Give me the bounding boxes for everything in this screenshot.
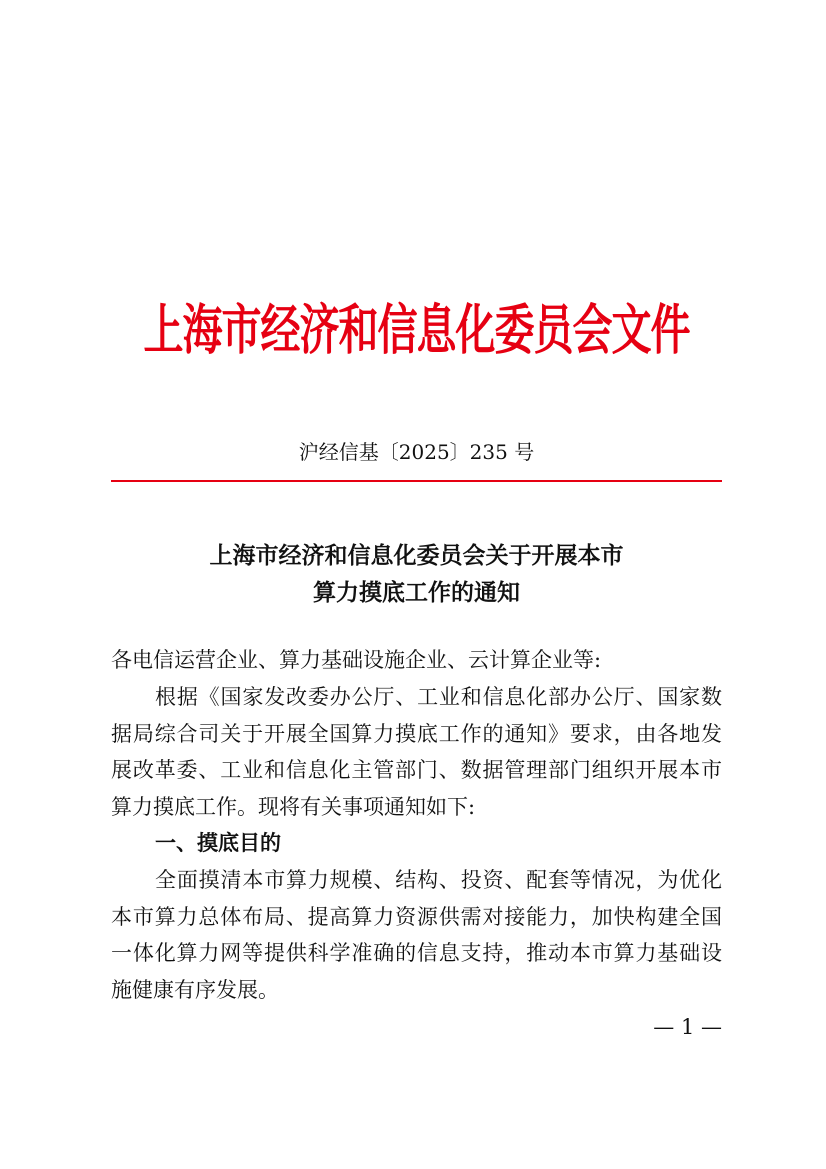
red-divider-line (111, 480, 722, 482)
notice-title-line-1: 上海市经济和信息化委员会关于开展本市 (209, 542, 624, 569)
section-line: 一体化算力网等提供科学准确的信息支持，推动本市算力基础设 (111, 941, 722, 965)
section-line: 本市算力总体布局、提高算力资源供需对接能力，加快构建全国 (111, 905, 722, 929)
intro-line: 据局综合司关于开展全国算力摸底工作的通知》要求，由各地发 (111, 722, 722, 746)
notice-title-line-2: 算力摸底工作的通知 (313, 579, 520, 606)
intro-line: 根据《国家发改委办公厅、工业和信息化部办公厅、国家数 (155, 685, 722, 709)
document-number: 沪经信基〔2025〕235 号 (298, 440, 535, 464)
issuing-authority-title: 上海市经济和信息化委员会文件 (143, 298, 690, 363)
section-line: 施健康有序发展。 (111, 978, 279, 1002)
salutation: 各电信运营企业、算力基础设施企业、云计算企业等: (111, 648, 602, 672)
section-heading: 一、摸底目的 (155, 831, 281, 855)
section-line: 全面摸清本市算力规模、结构、投资、配套等情况，为优化 (155, 868, 722, 892)
intro-line: 算力摸底工作。现将有关事项通知如下: (111, 795, 476, 819)
page-number: — 1 — (653, 1015, 722, 1039)
intro-line: 展改革委、工业和信息化主管部门、数据管理部门组织开展本市 (111, 758, 722, 782)
